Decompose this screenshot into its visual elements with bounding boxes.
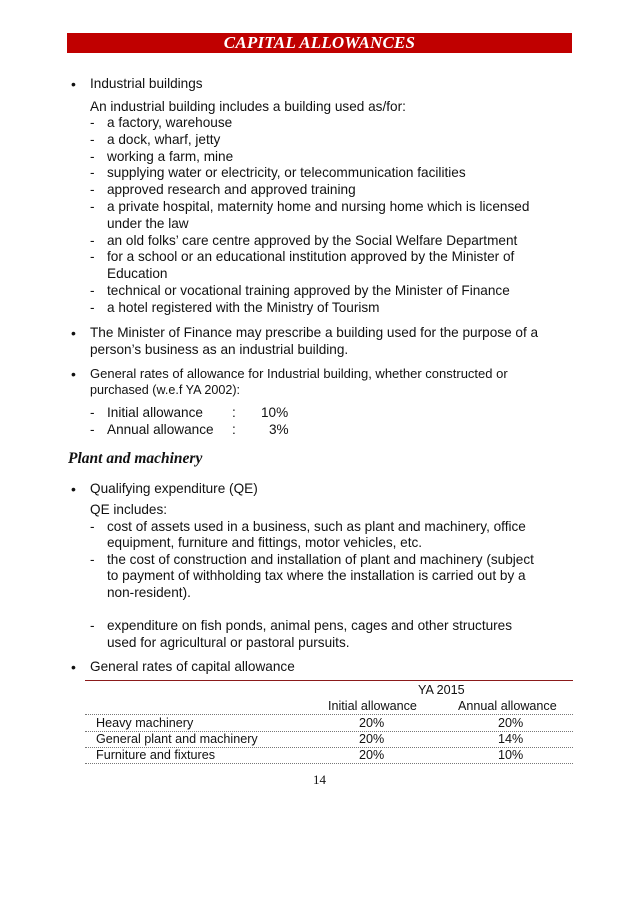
page-number: 14	[313, 772, 326, 787]
qe-item-1-line-2: equipment, furniture and fittings, motor vehicles, etc.	[107, 535, 423, 550]
qe-item-2-line-1: the cost of construction and installation of plant and machinery (subject	[107, 552, 534, 567]
dash-marker: -	[90, 300, 95, 315]
table-row-3-name: Furniture and fixtures	[96, 748, 215, 762]
bullet-marker	[71, 325, 76, 341]
table-year-header: YA 2015	[418, 683, 465, 697]
industrial-item-8-line-1: for a school or an educational institution approved by the Minister of	[107, 249, 515, 264]
annual-allowance-colon: :	[232, 422, 236, 437]
industrial-item-4-line-1: supplying water or electricity, or telecommunication facilities	[107, 165, 466, 180]
dash-marker: -	[90, 283, 95, 298]
initial-allowance-colon: :	[232, 405, 236, 420]
annual-allowance-label: Annual allowance	[107, 422, 214, 437]
annual-allowance-value: 3%	[269, 422, 289, 437]
qe-item-2-line-2: to payment of withholding tax where the installation is carried out by a	[107, 568, 526, 583]
plant-machinery-heading: Plant and machinery	[68, 450, 203, 467]
qe-intro: QE includes:	[90, 502, 168, 517]
dash-marker: -	[90, 405, 95, 420]
initial-allowance-label: Initial allowance	[107, 405, 203, 420]
qe-item-3-line-1: expenditure on fish ponds, animal pens, cages and other structures	[107, 618, 513, 633]
industrial-item-6-line-2: under the law	[107, 216, 189, 231]
industrial-intro: An industrial building includes a building used as/for:	[90, 99, 406, 114]
qe-item-2-line-3: non-resident).	[107, 585, 191, 600]
initial-allowance-value: 10%	[261, 405, 289, 420]
table-row-3-initial: 20%	[359, 748, 385, 762]
table-top-rule	[85, 680, 573, 681]
table-row-2-initial: 20%	[359, 732, 385, 746]
table-row-1-name: Heavy machinery	[96, 716, 194, 730]
industrial-item-3-line-1: working a farm, mine	[107, 149, 234, 164]
dash-marker: -	[90, 115, 95, 130]
bullet-marker	[71, 366, 76, 382]
industrial-item-10-line-1: a hotel registered with the Ministry of Tourism	[107, 300, 380, 315]
industrial-item-6-line-1: a private hospital, maternity home and nursing home which is licensed	[107, 199, 530, 214]
dash-marker: -	[90, 149, 95, 164]
industrial-item-9-line-1: technical or vocational training approved by the Minister of Finance	[107, 283, 510, 298]
bullet-marker	[71, 481, 76, 497]
table-row-2-annual: 14%	[498, 732, 524, 746]
industrial-item-5-line-1: approved research and approved training	[107, 182, 356, 197]
industrial-item-7-line-1: an old folks’ care centre approved by the Social Welfare Department	[107, 233, 518, 248]
industrial-item-1-line-1: a factory, warehouse	[107, 115, 233, 130]
dash-marker: -	[90, 422, 95, 437]
minister-line-2: person’s business as an industrial building.	[90, 342, 349, 357]
table-header-rule	[85, 714, 573, 715]
capital-allowance-rates-heading: General rates of capital allowance	[90, 659, 295, 674]
minister-line-1: The Minister of Finance may prescribe a building used for the purpose of a	[90, 325, 539, 340]
industrial-item-2-line-1: a dock, wharf, jetty	[107, 132, 221, 147]
dash-marker: -	[90, 165, 95, 180]
dash-marker: -	[90, 182, 95, 197]
page-header-title: CAPITAL ALLOWANCES	[67, 33, 572, 53]
table-row-3-annual: 10%	[498, 748, 524, 762]
dash-marker: -	[90, 618, 95, 633]
industrial-item-8-line-2: Education	[107, 266, 168, 281]
table-row-1-annual: 20%	[498, 716, 524, 730]
qe-item-3-line-2: used for agricultural or pastoral pursuits.	[107, 635, 350, 650]
table-col-annual-header: Annual allowance	[458, 699, 557, 713]
dash-marker: -	[90, 132, 95, 147]
qe-heading: Qualifying expenditure (QE)	[90, 481, 258, 496]
bullet-marker	[71, 659, 76, 675]
dash-marker: -	[90, 199, 95, 214]
dash-marker: -	[90, 519, 95, 534]
general-rates-line-1: General rates of allowance for Industrial building, whether constructed or	[90, 366, 508, 381]
table-row-2-name: General plant and machinery	[96, 732, 258, 746]
dash-marker: -	[90, 233, 95, 248]
qe-item-1-line-1: cost of assets used in a business, such as plant and machinery, office	[107, 519, 526, 534]
table-col-initial-header: Initial allowance	[328, 699, 417, 713]
dash-marker: -	[90, 249, 95, 264]
bullet-marker	[71, 76, 76, 92]
table-row-1-initial: 20%	[359, 716, 385, 730]
general-rates-line-2: purchased (w.e.f YA 2002):	[90, 383, 241, 397]
table-bottom-rule	[85, 763, 573, 764]
industrial-heading: Industrial buildings	[90, 76, 203, 91]
dash-marker: -	[90, 552, 95, 567]
